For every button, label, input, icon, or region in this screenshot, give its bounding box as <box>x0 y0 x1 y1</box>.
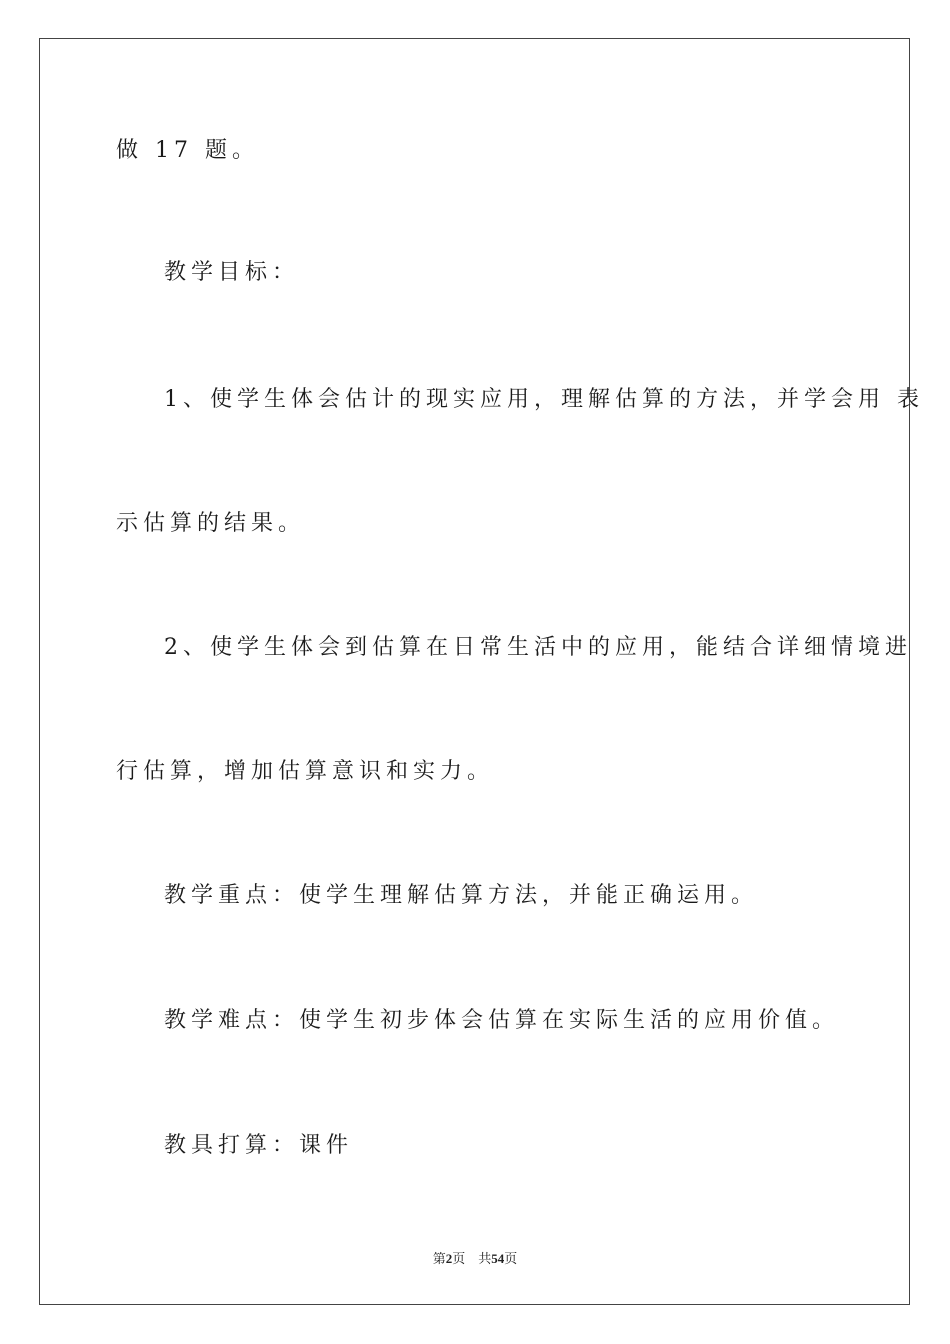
footer-page-number: 2 <box>445 1251 453 1266</box>
text-line-difficult-points: 教学难点：使学生初步体会估算在实际生活的应用价值。 <box>164 1008 840 1033</box>
text-line-objective-1b: 示估算的结果。 <box>116 511 306 536</box>
footer-page-prefix: 第 <box>432 1251 446 1266</box>
text-line-objective-1a: 1、使学生体会估计的现实应用，理解估算的方法，并学会用 表 <box>164 387 924 412</box>
footer-page-suffix: 页 <box>452 1251 466 1266</box>
text-line-objective-2a: 2、使学生体会到估算在日常生活中的应用，能结合详细情境进 <box>164 635 912 660</box>
page-frame <box>39 38 910 1305</box>
footer-total-suffix: 页 <box>504 1251 518 1266</box>
text-line-teaching-aids: 教具打算：课件 <box>164 1133 354 1158</box>
text-line-continuation: 做 17 题。 <box>116 138 259 163</box>
text-line-key-points: 教学重点：使学生理解估算方法，并能正确运用。 <box>164 883 759 908</box>
footer-total-prefix: 共 <box>478 1251 492 1266</box>
page-footer <box>0 1248 950 1267</box>
footer-total-number: 54 <box>491 1251 505 1266</box>
text-line-objective-2b: 行估算，增加估算意识和实力。 <box>116 759 495 784</box>
text-line-objectives-heading: 教学目标： <box>164 260 300 285</box>
